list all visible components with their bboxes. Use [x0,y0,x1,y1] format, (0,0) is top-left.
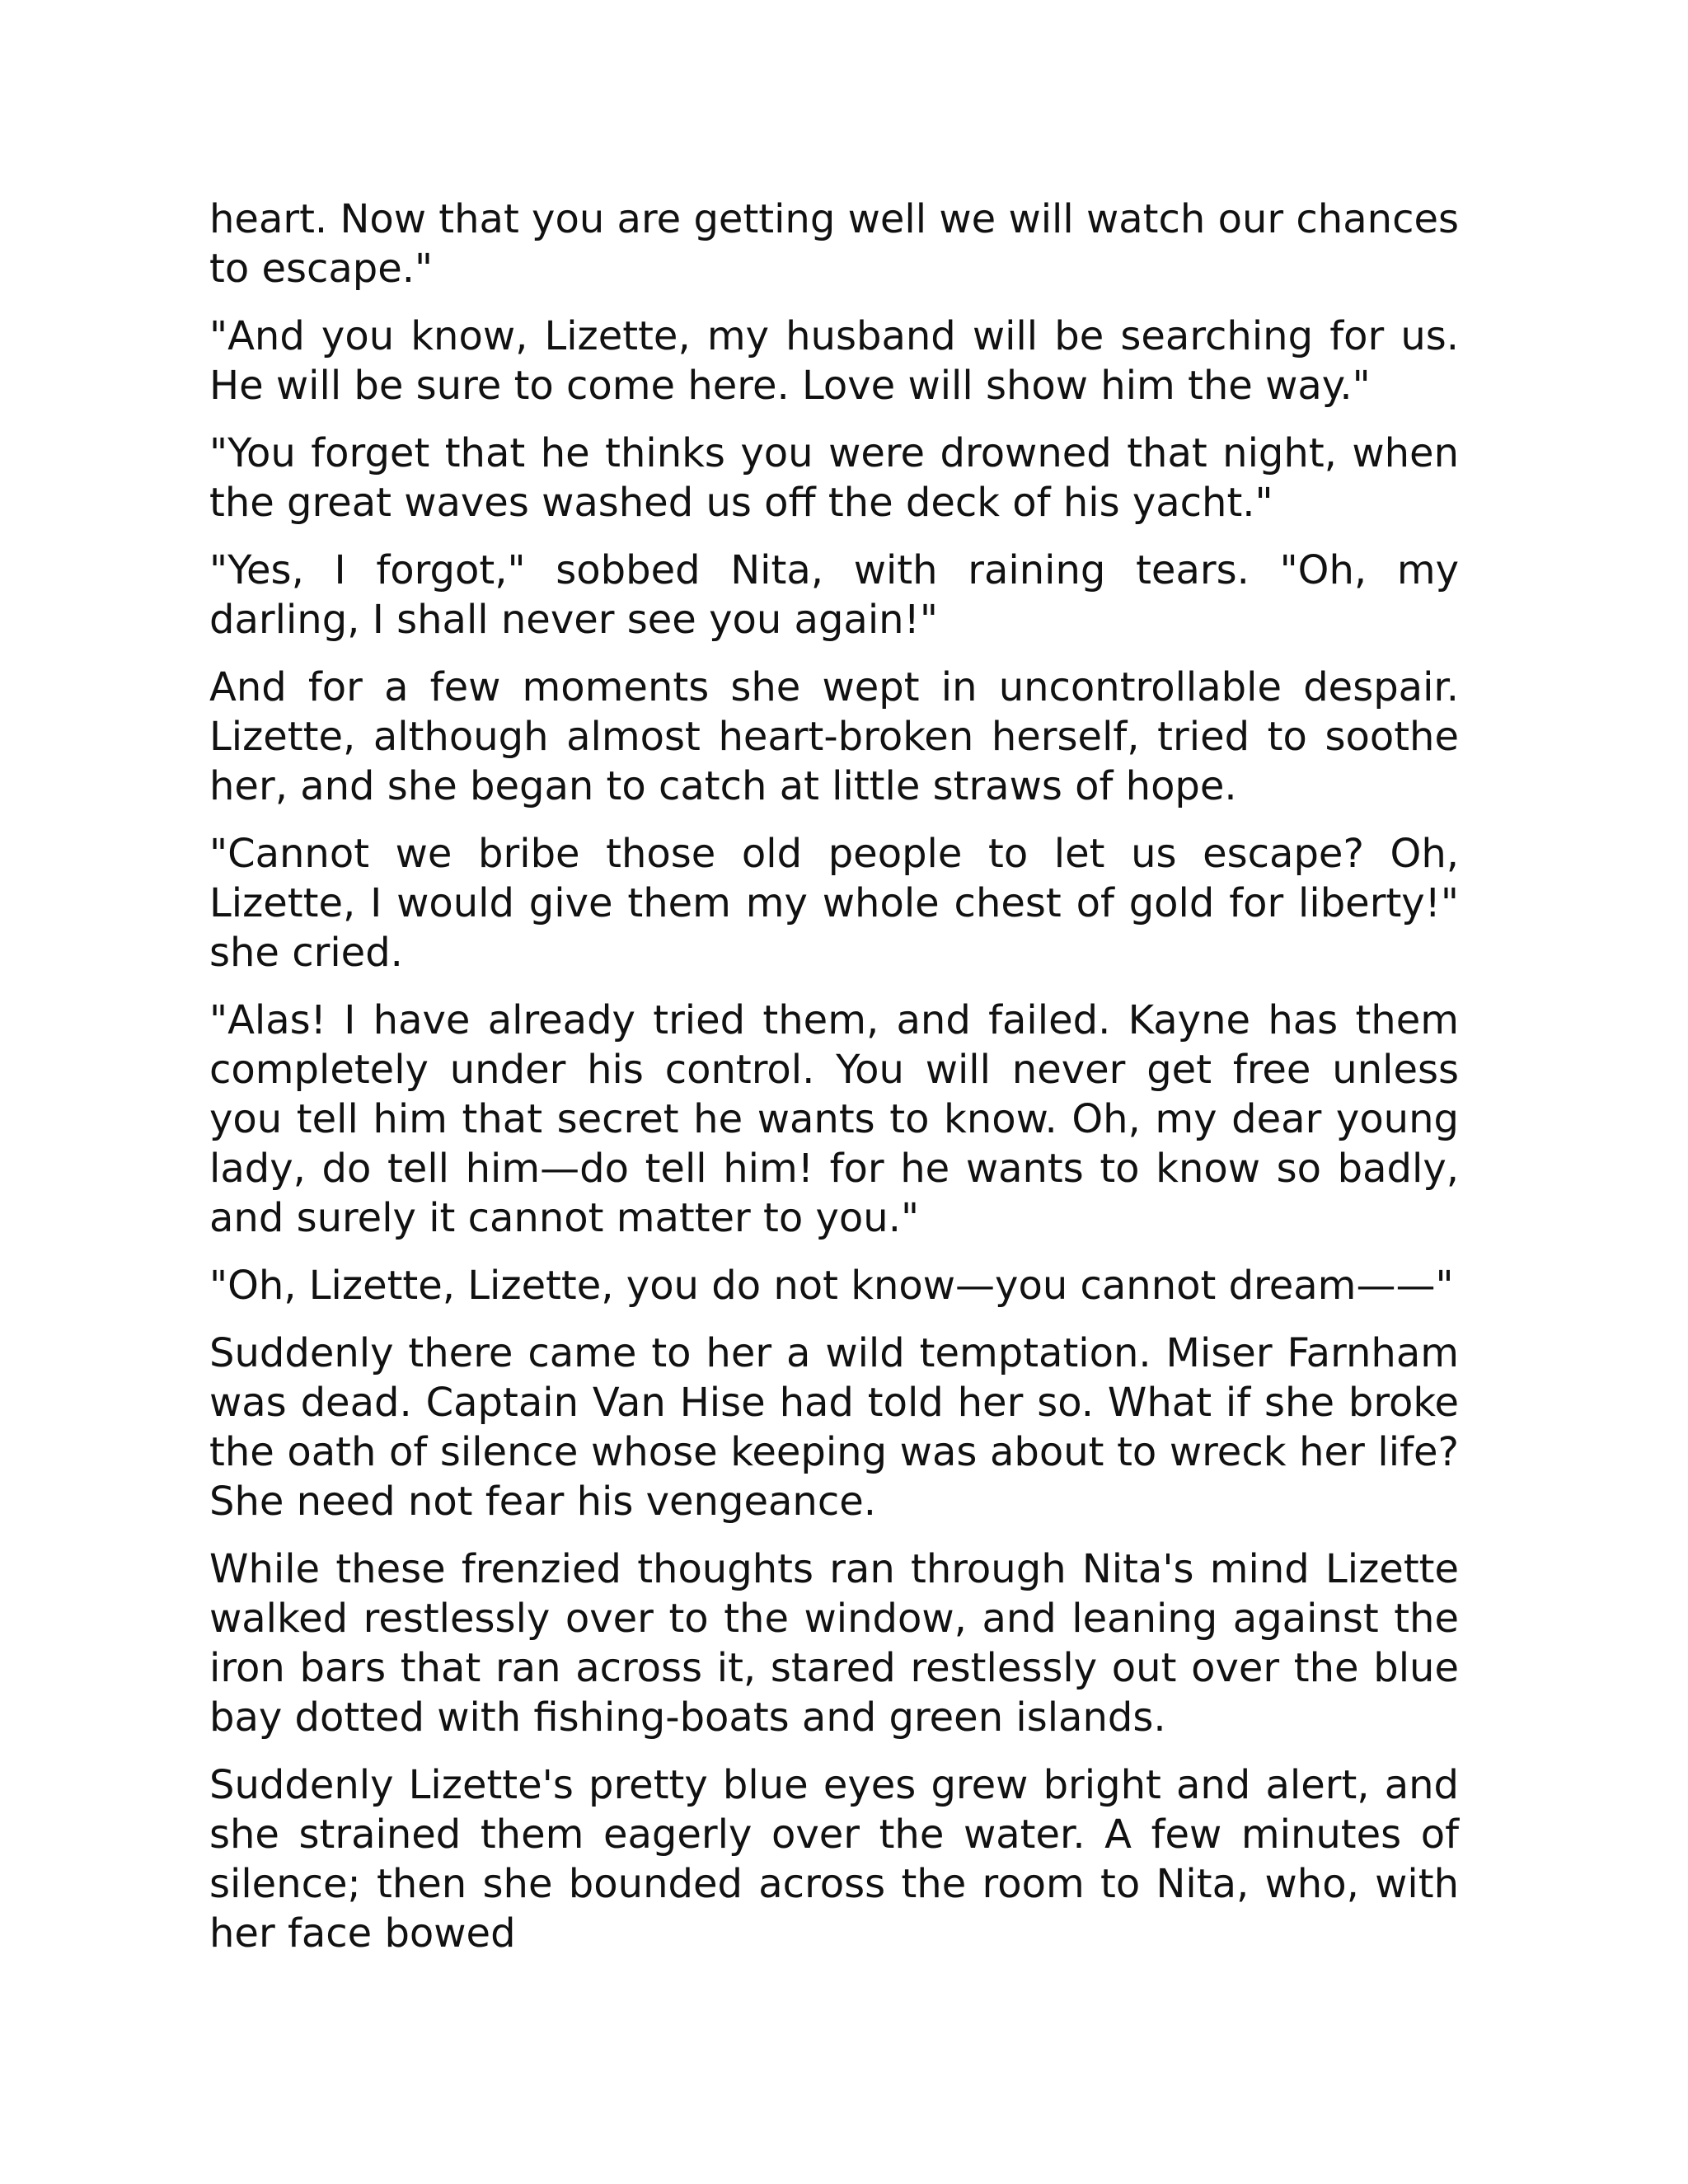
paragraph: "Alas! I have already tried them, and failed. Kayne has them completely under his control. You will never get free unless you tell him that secret he wants to know. Oh, my dear young lady, do tell him—do tell him! for he wants to know so badly, and surely it cannot matter to you." [209,997,1459,1241]
paragraph: heart. Now that you are getting well we will watch our chances to escape." [209,196,1459,292]
paragraph: Suddenly Lizette's pretty blue eyes grew bright and alert, and she strained them eagerly over the water. A few minutes of silence; then she bounded across the room to Nita, who, with her face bowed [209,1762,1459,1957]
paragraph: "Yes, I forgot," sobbed Nita, with raining tears. "Oh, my darling, I shall never see you again!" [209,547,1459,643]
paragraph: Suddenly there came to her a wild temptation. Miser Farnham was dead. Captain Van Hise had told her so. What if she broke the oath of silence whose keeping was about to wreck her life? She need not fear his vengeance. [209,1330,1459,1525]
paragraph: "And you know, Lizette, my husband will be searching for us. He will be sure to come here. Love will show him the way." [209,313,1459,409]
paragraph: While these frenzied thoughts ran through Nita's mind Lizette walked restlessly over to the window, and leaning against the iron bars that ran across it, stared restlessly out over the blue bay dotted with fishing-boats and green islands. [209,1546,1459,1741]
paragraph: "Cannot we bribe those old people to let us escape? Oh, Lizette, I would give them my whole chest of gold for liberty!" she cried. [209,831,1459,976]
paragraph: "Oh, Lizette, Lizette, you do not know—you cannot dream——" [209,1263,1454,1309]
body-text [209,194,1459,1976]
paragraph: "You forget that he thinks you were drowned that night, when the great waves washed us off the deck of his yacht." [209,430,1459,526]
paragraph: And for a few moments she wept in uncontrollable despair. Lizette, although almost heart-broken herself, tried to soothe her, and she began to catch at little straws of hope. [209,664,1459,809]
